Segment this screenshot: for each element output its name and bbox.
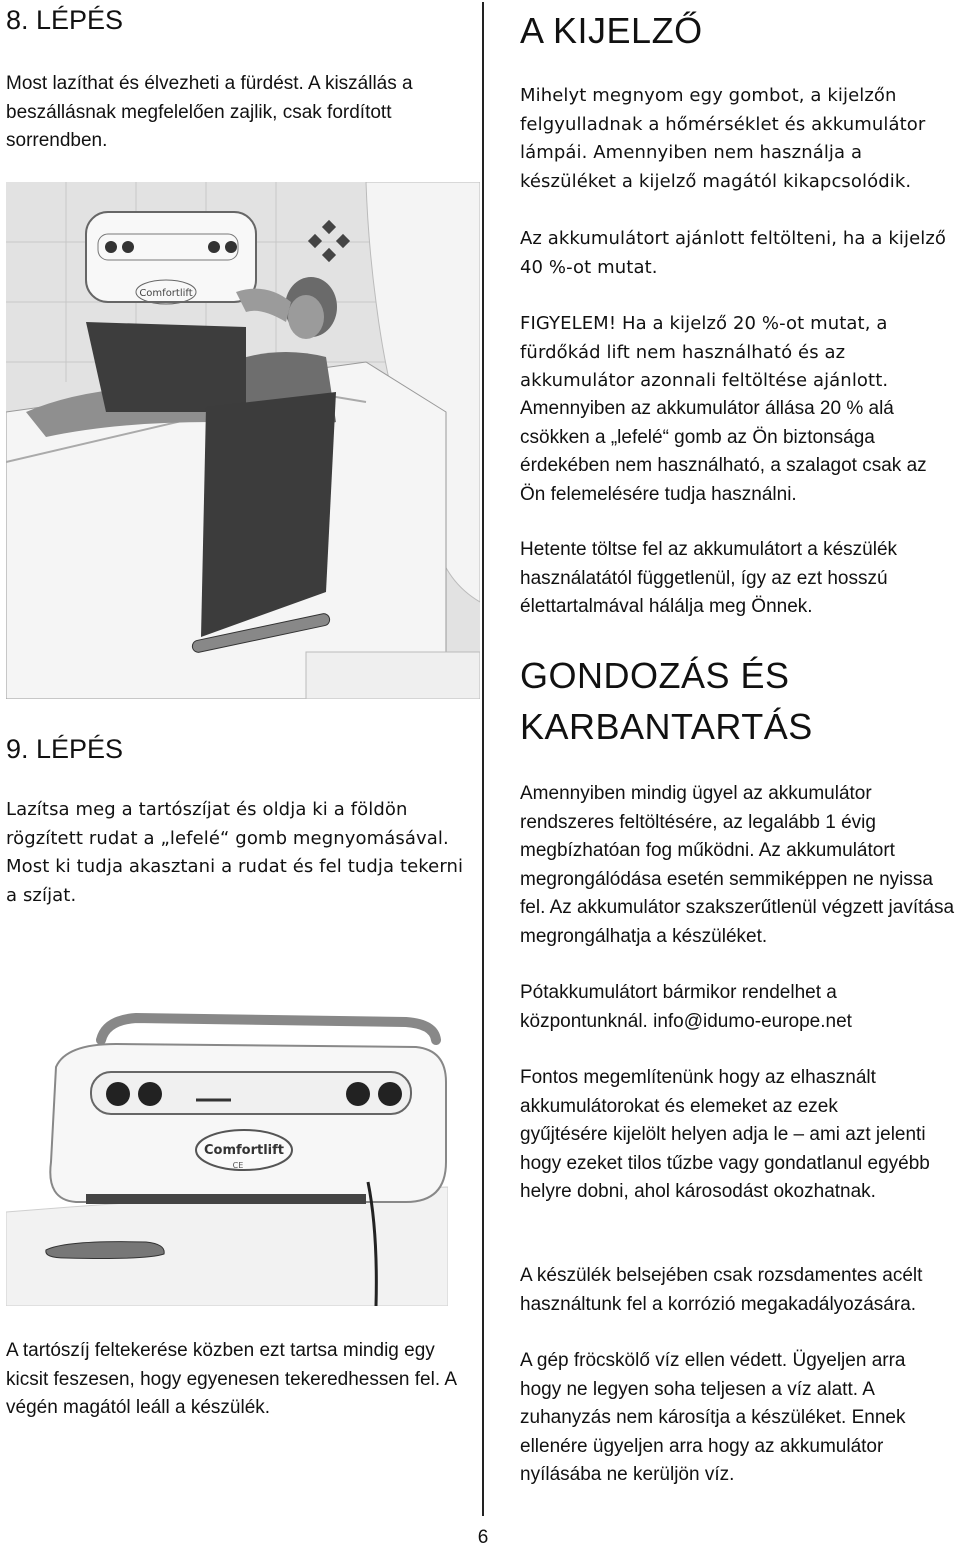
photo2-brand-label: Comfortlift	[203, 1143, 285, 1158]
step8-heading: 8. LÉPÉS	[6, 5, 124, 35]
display-paragraph-2: Az akkumulátort ajánlott feltölteni, ha a kijelző 40 %-ot mutat.	[520, 228, 947, 278]
care-paragraph-3: Fontos megemlítenünk hogy az elhasznált akkumulátorokat és elemeket az ezek gyűjtésére kijelölt helyen adja le – ami azt jelenti hogy ezeket tilos tűzbe vagy gondatlanul egyébb helyre dobni, ahol károsodást okozhatnak.	[520, 1067, 930, 1202]
display-paragraph-4: Amennyiben az akkumulátor állása 20 % alá csökken a „lefelé“ gomb az Ön biztonsága érdekében nem használható, a szalagot csak az Ön felemelésére tudja használni.	[520, 398, 927, 505]
care-heading-line2: KARBANTARTÁS	[520, 706, 813, 747]
photo2-ce-mark: CE	[232, 1161, 244, 1170]
display-paragraph-5: Hetente töltse fel az akkumulátort a készülék használatától függetlenül, így az ezt hosszú élettartalmával hálálja meg Önnek.	[520, 539, 898, 617]
care-paragraph-4: A készülék belsejében csak rozsdamentes acélt használtunk fel a korrózió megakadályozására.	[520, 1265, 923, 1315]
display-warning: FIGYELEM! Ha a kijelző 20 %-ot mutat, a fürdőkád lift nem használható és az akkumulátor azonnali feltöltése ajánlott.	[520, 313, 889, 391]
caption-text: A tartószíj feltekerése közben ezt tartsa mindig egy kicsit feszesen, hogy egyenesen tekeredhessen fel. A végén magától leáll a készülék.	[6, 1340, 456, 1418]
photo1-brand-label: Comfortlift	[139, 288, 193, 299]
display-heading: A KIJELZŐ	[520, 10, 703, 51]
step8-text: Most lazíthat és élvezheti a fürdést. A kiszállás a beszállásnak megfelelően zajlik, csak fordított sorrendben.	[6, 73, 413, 151]
step9-text: Lazítsa meg a tartószíjat és oldja ki a földön rögzített rudat a „lefelé“ gomb megnyomásával. Most ki tudja akasztani a rudat és fel tudja tekerni a szíjat.	[6, 799, 464, 906]
column-divider	[482, 2, 484, 1516]
bathtub-lift-illustration	[6, 182, 480, 699]
display-paragraph-1: Mihelyt megnyom egy gombot, a kijelzőn felgyulladnak a hőmérséklet és akkumulátor lámpái. Amennyiben nem használja a készüléket a kijelző magától kikapcsolódik.	[520, 85, 926, 192]
care-heading-line1: GONDOZÁS ÉS	[520, 655, 790, 696]
device-closeup-photo	[6, 932, 448, 1306]
care-paragraph-5: A gép fröcskölő víz ellen védett. Ügyeljen arra hogy ne legyen soha teljesen a víz alatt. A zuhanyzás nem károsítja a készüléket. Ennek ellenére ügyeljen arra hogy az akkumulátor nyílásába ne kerüljön víz.	[520, 1350, 906, 1485]
bathtub-lift-photo	[6, 182, 480, 699]
care-paragraph-2: Pótakkumulátort bármikor rendelhet a központunknál. info@idumo-europe.net	[520, 982, 852, 1032]
page-number: 6	[477, 1527, 489, 1548]
care-paragraph-1: Amennyiben mindig ügyel az akkumulátor rendszeres feltöltésére, az legalább 1 évig megbízhatóan fog működni. Az akkumulátort megrongálódása esetén semmiképpen ne nyissa fel. Az akkumulátor szakszerűtlenül végzett javítása megrongálhatja a készüléket.	[520, 783, 955, 947]
device-closeup-illustration	[6, 932, 448, 1306]
step9-heading: 9. LÉPÉS	[6, 734, 124, 764]
